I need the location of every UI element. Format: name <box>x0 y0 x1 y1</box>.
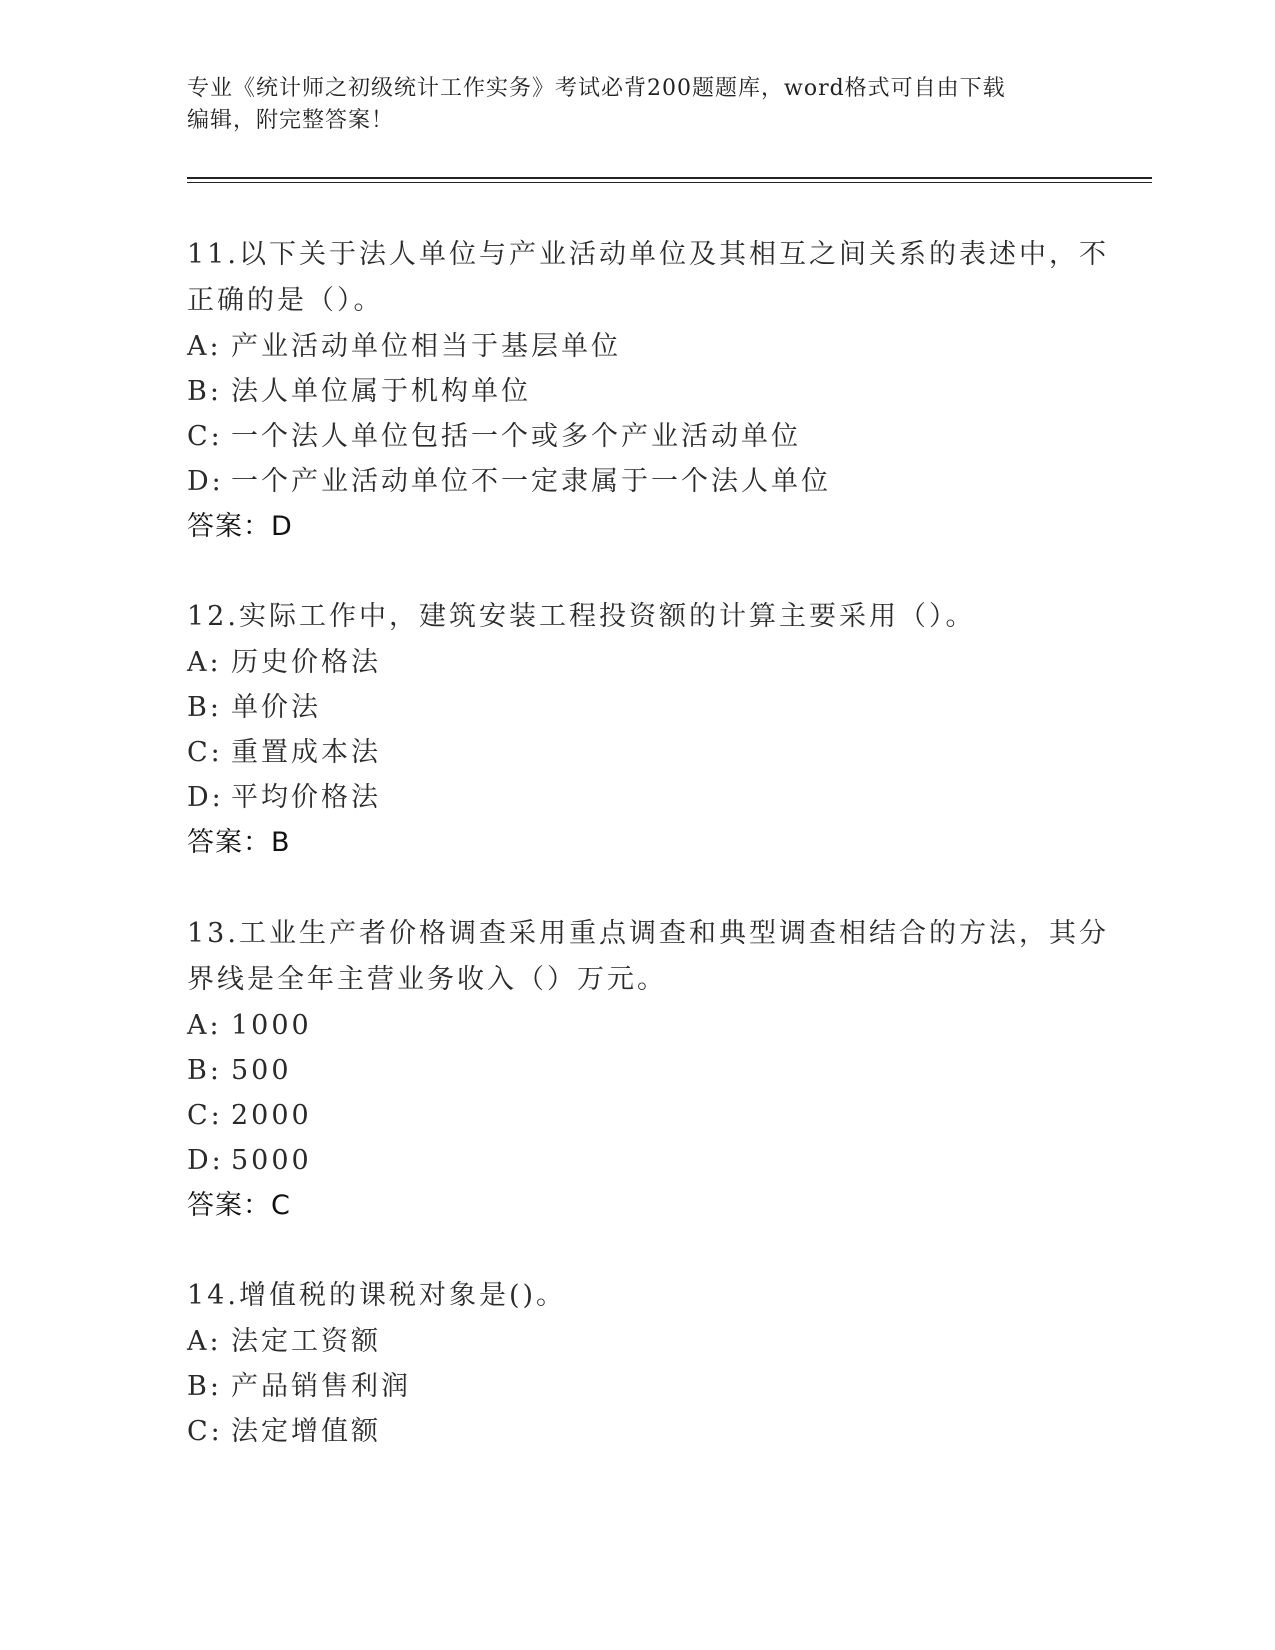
option-c <box>187 1093 1087 1138</box>
option-b <box>187 369 1087 414</box>
option-c <box>187 1409 1087 1454</box>
question-12 <box>187 594 1087 866</box>
option-b <box>187 685 1087 730</box>
option-letter: A: <box>187 1326 222 1357</box>
answer-line: 答案：D <box>187 511 293 542</box>
option-letter: B: <box>187 1371 222 1402</box>
option-a <box>187 1003 1087 1048</box>
question-13 <box>187 911 1109 1229</box>
option-letter: C: <box>187 737 223 768</box>
option-letter: A: <box>187 1010 222 1041</box>
question-11 <box>187 232 1109 550</box>
option-letter: B: <box>187 692 222 723</box>
header-line-2: 编辑，附完整答案！ <box>187 108 395 133</box>
option-letter: C: <box>187 1100 223 1131</box>
option-text: 一个法人单位包括一个或多个产业活动单位 <box>231 421 801 452</box>
option-d <box>187 459 1087 504</box>
option-text: 5000 <box>231 1145 312 1176</box>
option-text: 法定工资额 <box>231 1326 381 1357</box>
option-text: 2000 <box>231 1100 312 1131</box>
option-text: 1000 <box>231 1010 312 1041</box>
question-stem-line-2: 界线是全年主营业务收入（）万元。 <box>187 964 667 995</box>
option-text: 产业活动单位相当于基层单位 <box>231 331 621 362</box>
option-letter: C: <box>187 421 223 452</box>
document-header <box>187 73 1087 137</box>
option-text: 法定增值额 <box>231 1416 381 1447</box>
answer-line: 答案：B <box>187 827 291 858</box>
option-text: 法人单位属于机构单位 <box>231 376 531 407</box>
option-letter: D: <box>187 782 224 813</box>
option-text: 重置成本法 <box>231 737 381 768</box>
option-text: 产品销售利润 <box>231 1371 411 1402</box>
option-a <box>187 324 1087 369</box>
option-letter: B: <box>187 376 222 407</box>
option-a <box>187 1319 1087 1364</box>
option-c <box>187 414 1087 459</box>
header-line-1: 专业《统计师之初级统计工作实务》考试必背200题题库，word格式可自由下载 <box>187 76 1006 101</box>
question-stem-line-2: 正确的是（）。 <box>187 285 384 316</box>
option-text: 一个产业活动单位不一定隶属于一个法人单位 <box>231 466 831 497</box>
answer-line: 答案：C <box>187 1190 291 1221</box>
option-letter: A: <box>187 331 222 362</box>
header-divider-thick <box>187 177 1152 179</box>
question-stem-line-1: 11.以下关于法人单位与产业活动单位及其相互之间关系的表述中，不 <box>187 239 1109 270</box>
option-text: 500 <box>231 1055 292 1086</box>
option-text: 历史价格法 <box>231 647 381 678</box>
option-b <box>187 1364 1087 1409</box>
question-14 <box>187 1273 1087 1454</box>
option-text: 平均价格法 <box>231 782 381 813</box>
option-text: 单价法 <box>231 692 321 723</box>
option-letter: B: <box>187 1055 222 1086</box>
option-letter: A: <box>187 647 222 678</box>
option-d <box>187 775 1087 820</box>
question-stem-line-1: 14.增值税的课税对象是()。 <box>187 1280 567 1311</box>
option-d <box>187 1138 1087 1183</box>
question-stem-line-1: 12.实际工作中，建筑安装工程投资额的计算主要采用（）。 <box>187 601 976 632</box>
option-c <box>187 730 1087 775</box>
question-stem-line-1: 13.工业生产者价格调查采用重点调查和典型调查相结合的方法，其分 <box>187 918 1109 949</box>
option-letter: D: <box>187 1145 224 1176</box>
header-divider-thin <box>187 182 1152 183</box>
option-a <box>187 640 1087 685</box>
option-letter: C: <box>187 1416 223 1447</box>
option-letter: D: <box>187 466 224 497</box>
option-b <box>187 1048 1087 1093</box>
